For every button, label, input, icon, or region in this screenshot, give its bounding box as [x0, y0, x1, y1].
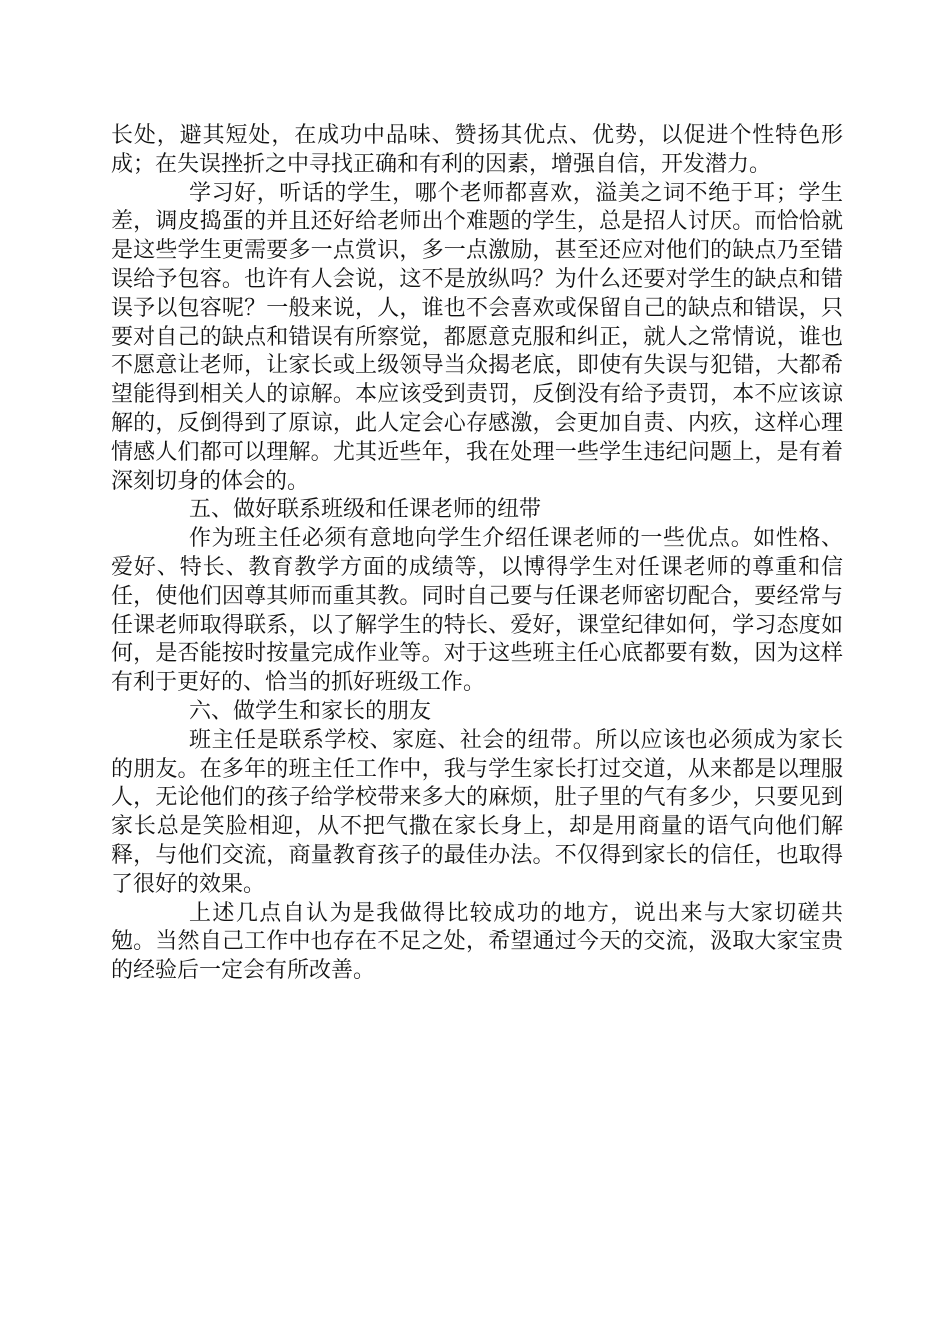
paragraph-parent-friend: 班主任是联系学校、家庭、社会的纽带。所以应该也必须成为家长的朋友。在多年的班主任工作中，我与学生家长打过交道，从来都是以理服人，无论他们的孩子给学校带来多大的麻烦，肚子里的气有多少，只要见到家长总是笑脸相迎，从不把气撒在家长身上，却是用商量的语气向他们解释，与他们交流，商量教育孩子的最佳办法。不仅得到家长的信任，也取得了很好的效果。 [111, 727, 843, 897]
paragraph-conclusion: 上述几点自认为是我做得比较成功的地方，说出来与大家切磋共勉。当然自己工作中也存在不足之处，希望通过今天的交流，汲取大家宝贵的经验后一定会有所改善。 [111, 900, 843, 984]
paragraph-continuation: 长处，避其短处，在成功中品味、赞扬其优点、优势，以促进个性特色形成；在失误挫折之中寻找正确和有利的因素，增强自信，开发潜力。 [111, 123, 843, 177]
paragraph-tolerance: 学习好，听话的学生，哪个老师都喜欢，溢美之词不绝于耳；学生差，调皮捣蛋的并且还好给老师出个难题的学生，总是招人讨厌。而恰恰就是这些学生更需要多一点赏识，多一点激励，甚至还应对他们的缺点乃至错误给予包容。也许有人会说，这不是放纵吗？为什么还要对学生的缺点和错误予以包容呢？一般来说，人，谁也不会喜欢或保留自己的缺点和错误，只要对自己的缺点和错误有所察觉，都愿意克服和纠正，就人之常情说，谁也不愿意让老师，让家长或上级领导当众揭老底，即使有失误与犯错，大都希望能得到相关人的谅解。本应该受到责罚，反倒没有给予责罚，本不应该谅解的，反倒得到了原谅，此人定会心存感激，会更加自责、内疚，这样心理情感人们都可以理解。尤其近些年，我在处理一些学生违纪问题上，是有着深刻切身的体会的。 [111, 180, 843, 494]
paragraph-teacher-link: 作为班主任必须有意地向学生介绍任课老师的一些优点。如性格、爱好、特长、教育教学方面的成绩等，以博得学生对任课老师的尊重和信任，使他们因尊其师而重其教。同时自己要与任课老师密切配合，要经常与任课老师取得联系，以了解学生的特长、爱好，课堂纪律如何，学习态度如何，是否能按时按量完成作业等。对于这些班主任心底都要有数，因为这样有利于更好的、恰当的抓好班级工作。 [111, 526, 843, 696]
section-heading-5: 五、做好联系班级和任课老师的纽带 [189, 497, 542, 523]
section-heading-6: 六、做学生和家长的朋友 [189, 698, 432, 724]
document-body [111, 122, 843, 986]
